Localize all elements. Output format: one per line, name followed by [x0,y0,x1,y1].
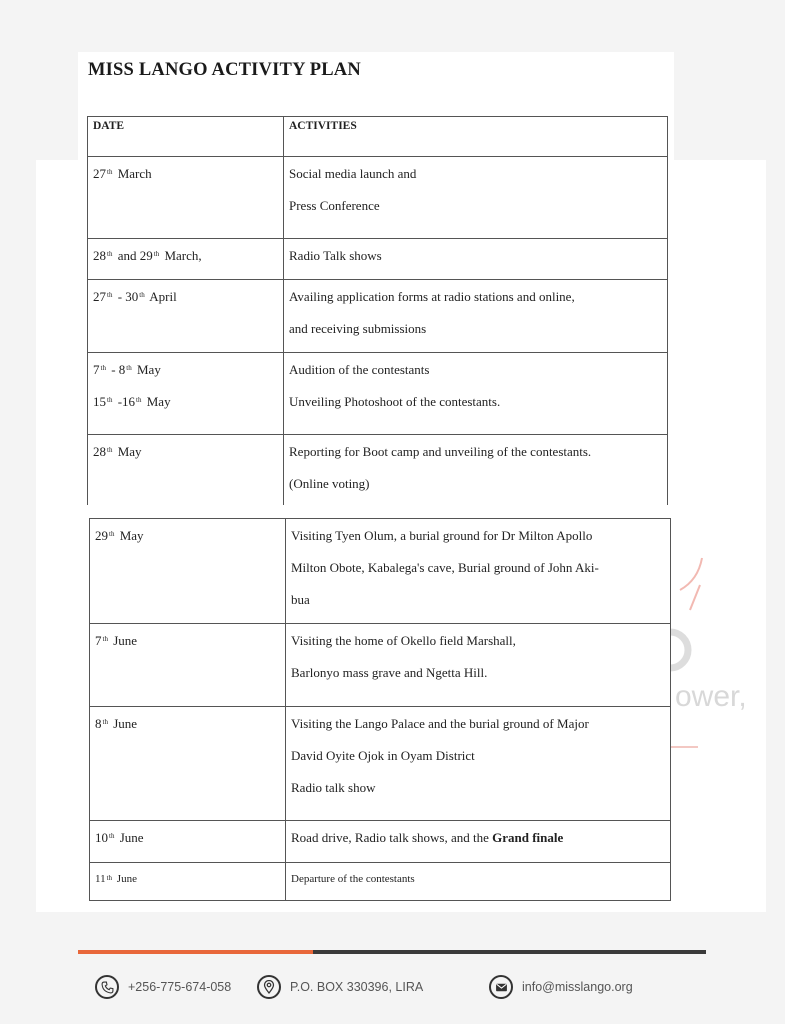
date-line [93,391,277,412]
date-text: 7 [93,362,100,377]
date-line [93,245,277,266]
date-text: June [109,716,138,731]
date-line [93,286,277,307]
date-column-header: DATE [93,120,125,132]
footer-address [257,975,423,999]
date-cell [88,157,283,184]
table-row [90,519,671,624]
activity-line: bua [291,592,310,607]
date-cell [90,707,285,734]
table-header-row [88,117,668,157]
date-text: June [114,873,137,885]
date-text: - 8 [107,362,126,377]
spacer [289,307,661,318]
watermark-line [668,746,698,748]
date-line [95,630,279,651]
date-text: June [116,830,144,845]
spacer [291,546,664,557]
table-row [90,863,671,901]
activity-line: David Oyite Ojok in Oyam District [291,748,475,763]
date-text: - 30 [114,289,139,304]
location-pin-icon [257,975,281,999]
date-line [95,827,279,848]
activity-line: Visiting the home of Okello field Marshall, [291,633,516,648]
postal-address: P.O. BOX 330396, LIRA [290,980,424,994]
table-row [90,821,671,863]
activity-cell [286,707,670,798]
activity-line: Unveiling Photoshoot of the contestants. [289,394,501,409]
activity-line: Radio Talk shows [289,248,382,263]
spacer [93,380,277,391]
ordinal-suffix: th [100,364,106,372]
date-text: 27 [93,289,106,304]
activity-cell [284,435,667,494]
date-line [95,525,279,546]
table-row [90,707,671,821]
date-text: 28 [93,248,106,263]
activity-cell [284,157,667,216]
date-cell [90,863,285,890]
date-cell [88,435,283,462]
ordinal-suffix: th [107,168,113,176]
table-row [88,157,668,239]
activity-line: (Online voting) [289,476,370,491]
ordinal-suffix: th [106,874,113,882]
date-cell [90,821,285,848]
date-line [93,441,277,462]
spacer [291,734,664,745]
activity-line: Reporting for Boot camp and unveiling of the contestants. [289,444,592,459]
activity-cell [284,239,667,266]
activity-cell [286,821,670,848]
date-text: 28 [93,444,106,459]
activity-text: Road drive, Radio talk shows, and the [291,830,493,845]
date-text: 15 [93,394,106,409]
table-row [90,624,671,707]
date-text: May [133,362,161,377]
spacer [289,380,661,391]
spacer [291,578,664,589]
spacer [289,184,661,195]
date-text: 11 [95,873,106,885]
table-row [88,353,668,435]
ordinal-suffix: th [107,291,113,299]
table-row [88,435,668,505]
ordinal-suffix: th [107,250,113,258]
ordinal-suffix: th [102,635,108,643]
ordinal-suffix: th [109,530,115,538]
date-text: April [146,289,177,304]
date-text: 10 [95,830,108,845]
ordinal-suffix: th [109,832,115,840]
table-row [88,280,668,353]
spacer [291,766,664,777]
date-text: 29 [95,528,108,543]
footer-accent-bar [78,950,313,954]
date-cell [88,280,283,307]
date-text: May [116,528,144,543]
date-cell [90,519,285,546]
date-text: -16 [114,394,136,409]
date-line [95,713,279,734]
spacer [291,651,664,662]
activity-line: Radio talk show [291,780,376,795]
activity-line [291,827,664,848]
ordinal-suffix: th [153,250,160,258]
date-text: June [109,633,138,648]
footer-dark-bar [313,950,706,954]
ordinal-suffix: th [139,291,145,299]
spacer [289,462,661,473]
date-line [93,163,277,184]
activity-line: and receiving submissions [289,321,427,336]
activity-line: Press Conference [289,198,380,213]
ordinal-suffix: th [136,396,142,404]
date-cell [88,239,283,266]
activity-table-part1 [87,116,668,505]
date-cell [90,624,285,651]
activity-table-part2 [89,518,671,901]
date-text: May [143,394,171,409]
date-text: March, [161,248,202,263]
activity-line: Social media launch and [289,166,417,181]
date-text: March [114,166,152,181]
date-text: May [114,444,142,459]
date-cell [88,353,283,412]
activity-cell [286,863,670,890]
date-text: 7 [95,633,102,648]
activity-cell [286,624,670,683]
activity-cell [284,353,667,412]
activity-cell [286,519,670,610]
ordinal-suffix: th [107,446,113,454]
date-line [93,359,277,380]
activity-cell [284,280,667,339]
date-text: 8 [95,716,102,731]
footer-phone [95,975,231,999]
activity-line: Audition of the contestants [289,362,430,377]
activity-line: Availing application forms at radio stations and online, [289,289,575,304]
ordinal-suffix: th [126,364,132,372]
ordinal-suffix: th [102,718,108,726]
table-row [88,239,668,280]
footer-email [489,975,633,999]
page-title: MISS LANGO ACTIVITY PLAN [88,60,361,80]
mail-icon [489,975,513,999]
grand-finale-text: Grand finale [492,830,564,845]
activities-column-header: ACTIVITIES [289,120,357,132]
watermark-text: ower, [675,680,747,713]
phone-number[interactable]: +256-775-674-058 [128,980,232,994]
date-text: 27 [93,166,106,181]
date-text: and 29 [114,248,153,263]
ordinal-suffix: th [107,396,113,404]
activity-line: Visiting the Lango Palace and the burial ground of Major [291,716,589,731]
phone-icon [95,975,119,999]
activity-line: Visiting Tyen Olum, a burial ground for Dr Milton Apollo [291,528,593,543]
activity-line: Barlonyo mass grave and Ngetta Hill. [291,665,488,680]
date-line [95,869,279,890]
email-address[interactable]: info@misslango.org [522,980,633,994]
activity-line: Departure of the contestants [291,873,415,885]
activity-line: Milton Obote, Kabalega's cave, Burial ground of John Aki- [291,560,599,575]
